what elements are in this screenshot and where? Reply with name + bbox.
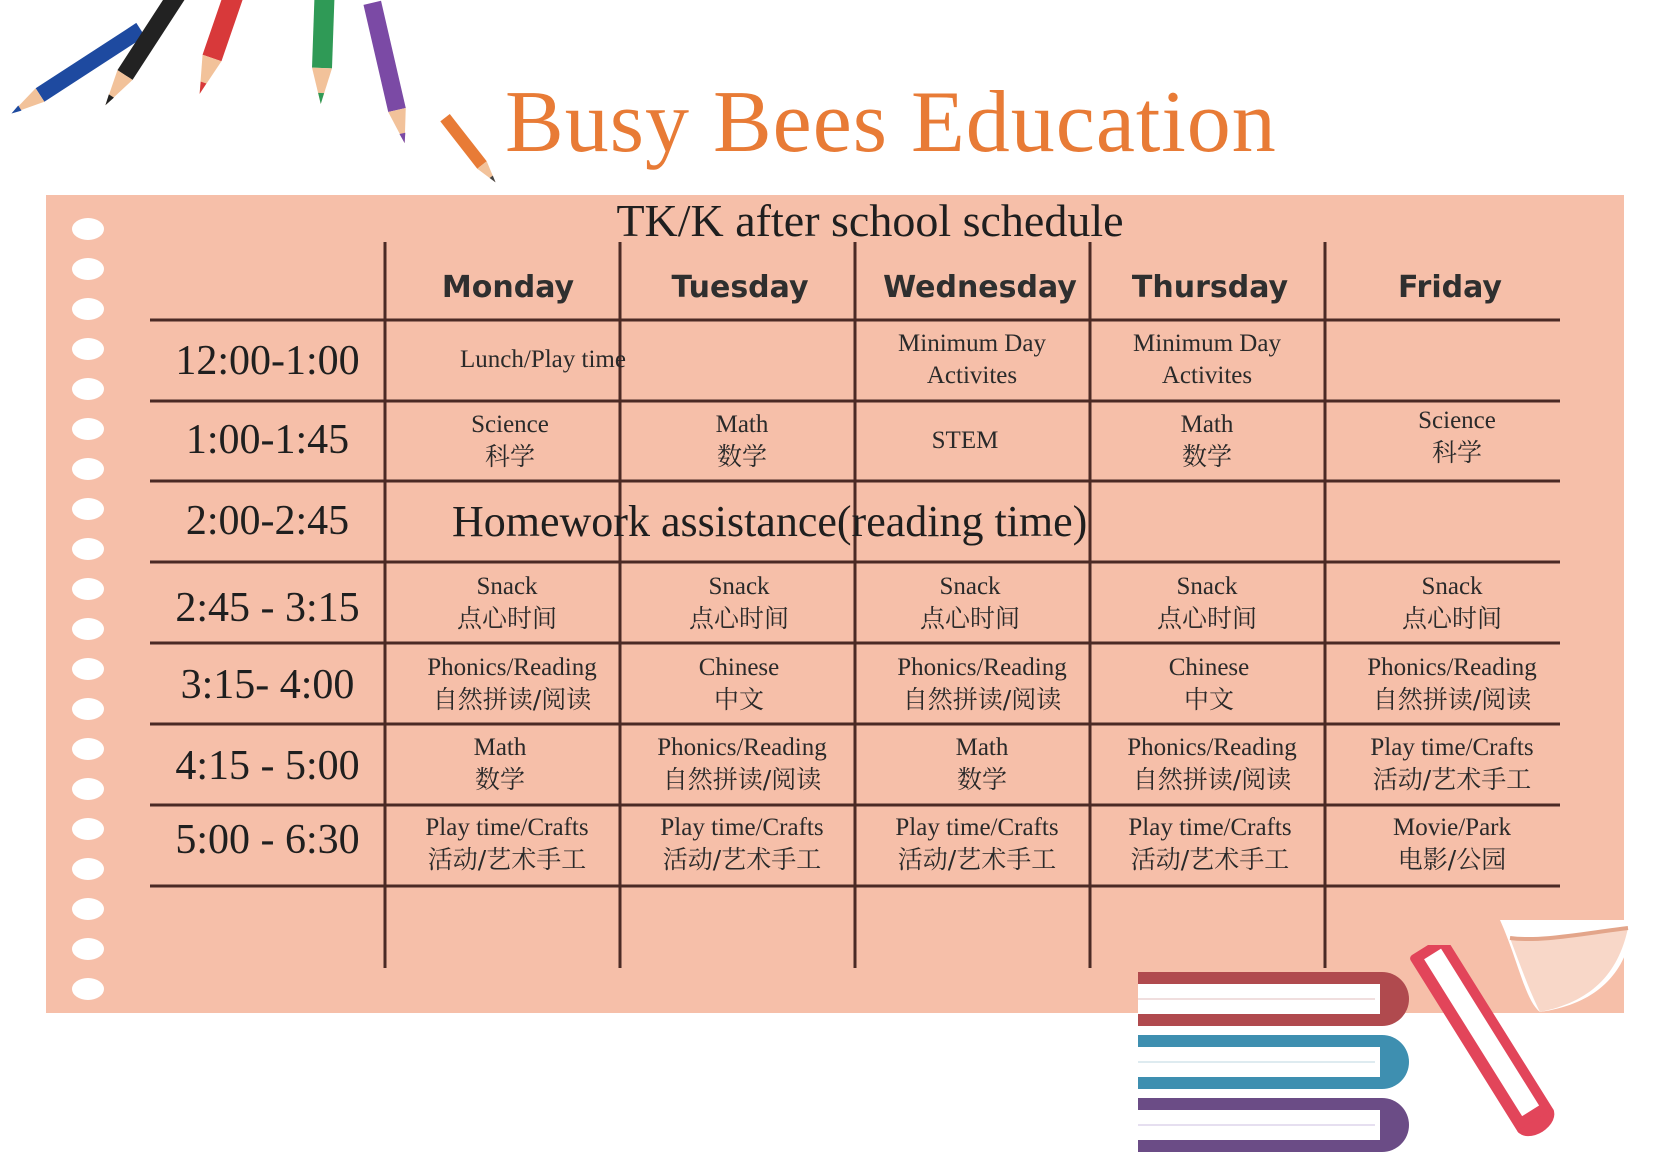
time-slot: 3:15- 4:00 [180,662,355,708]
schedule-cell: Phonics/Reading 自然拼读/阅读 [1127,734,1297,794]
schedule-cell: Phonics/Reading 自然拼读/阅读 [897,654,1067,714]
schedule-cell: Chinese 中文 [698,654,780,714]
time-slot: 2:00-2:45 [185,498,350,544]
schedule-cell: Science 科学 [471,411,549,471]
schedule-cell: Phonics/Reading 自然拼读/阅读 [427,654,597,714]
schedule-cell: Math 数学 [955,734,1009,794]
book-icon [1138,1098,1409,1152]
schedule-cell: Play time/Crafts 活动/艺术手工 [895,814,1059,874]
schedule-cell: Minimum Day Activites [1133,330,1281,389]
day-header-tuesday: Tuesday [671,270,809,305]
day-header-friday: Friday [1397,270,1502,305]
schedule-cell: Chinese 中文 [1168,654,1250,714]
schedule-cell: Snack 点心时间 [456,573,557,633]
schedule-cell: STEM [931,427,999,454]
lunch-note: Lunch/Play time [460,346,626,373]
schedule-cell: Math 数学 [473,734,527,794]
time-slot: 1:00-1:45 [185,417,350,463]
day-header-thursday: Thursday [1131,270,1289,305]
day-header-monday: Monday [441,270,575,305]
schedule-cell: Math 数学 [1180,411,1234,471]
time-slot: 5:00 - 6:30 [175,817,360,863]
schedule-cell: Science 科学 [1418,407,1496,467]
homework-note: Homework assistance(reading time) [452,497,1088,546]
schedule-cell: Math 数学 [715,411,769,471]
book-icon [1138,1035,1409,1089]
schedule-cell: Snack 点心时间 [1401,573,1502,633]
schedule-cell: Phonics/Reading 自然拼读/阅读 [1367,654,1537,714]
brand-title: Busy Bees Education [505,74,1277,171]
schedule-cell: Snack 点心时间 [688,573,789,633]
schedule-cell: Phonics/Reading 自然拼读/阅读 [657,734,827,794]
time-slot: 4:15 - 5:00 [175,743,360,789]
day-header-wednesday: Wednesday [883,270,1077,305]
book-icon [1409,945,1561,1143]
schedule-cell: Snack 点心时间 [919,573,1020,633]
schedule-cell: Play time/Crafts 活动/艺术手工 [1128,814,1292,874]
time-slot: 2:45 - 3:15 [175,585,360,631]
schedule-cell: Movie/Park 电影/公园 [1392,814,1512,874]
schedule-cell: Play time/Crafts 活动/艺术手工 [425,814,589,874]
schedule-cell: Minimum Day Activites [898,330,1046,389]
schedule-cell: Snack 点心时间 [1156,573,1257,633]
schedule-title: TK/K after school schedule [616,195,1124,246]
time-slot: 12:00-1:00 [175,338,360,384]
schedule-cell: Play time/Crafts 活动/艺术手工 [1370,734,1534,794]
book-icon [1138,972,1409,1026]
schedule-cell: Play time/Crafts 活动/艺术手工 [660,814,824,874]
books-illustration [1130,945,1570,1160]
